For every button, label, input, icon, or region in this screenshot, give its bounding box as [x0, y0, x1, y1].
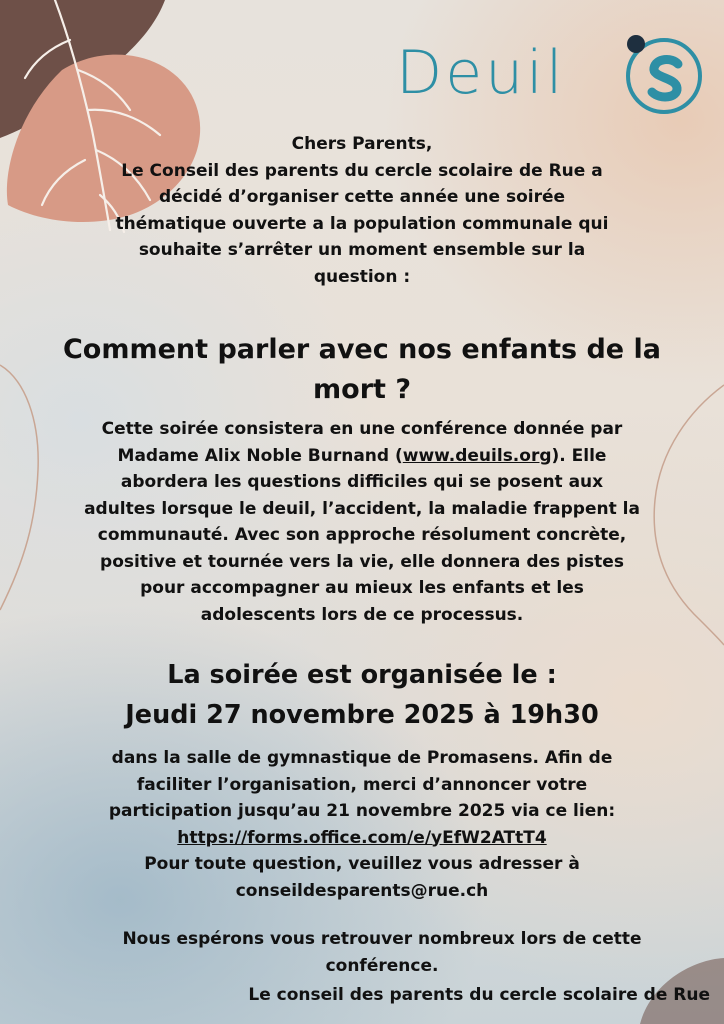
details-line: dans la salle de gymnastique de Promasens. Afin de — [111, 748, 613, 768]
intro-line: décidé d’organiser cette année une soirée — [158, 187, 566, 207]
details-paragraph — [20, 745, 704, 904]
signature: Le conseil des parents du cercle scolaire de Rue — [248, 985, 710, 1005]
intro-paragraph — [40, 131, 684, 290]
closing-line: conférence. — [325, 955, 439, 976]
closing-paragraph — [40, 926, 724, 979]
description-line: communauté. Avec son approche résolument concrète, — [97, 525, 627, 545]
headline-line: mort ? — [313, 374, 411, 405]
contact-email[interactable]: conseildesparents@rue.ch — [235, 880, 489, 901]
description-line: adultes lorsque le deuil, l’accident, la maladie frappent la — [84, 498, 640, 519]
intro-line: question : — [313, 266, 411, 287]
description-line: abordera les questions difficiles qui se posent aux — [120, 472, 604, 492]
description-paragraph — [20, 416, 704, 628]
logo-text: Deuil — [396, 38, 566, 108]
event-info — [20, 656, 704, 734]
event-heading: La soirée est organisée le : — [167, 660, 557, 690]
headline — [20, 330, 704, 410]
intro-line: Le Conseil des parents du cercle scolaire de Rue a — [121, 160, 603, 181]
headline-line: Comment parler avec nos enfants de la — [62, 334, 661, 365]
event-date: Jeudi 27 novembre 2025 à 19h30 — [125, 700, 599, 730]
description-line: pour accompagner au mieux les enfants et les — [140, 578, 584, 598]
contact-line: Pour toute question, veuillez vous adresser à — [144, 854, 580, 874]
registration-form-link[interactable]: https://forms.office.com/e/yEfW2ATtT4 — [177, 827, 547, 848]
closing-line: Nous espérons vous retrouver nombreux lors de cette — [122, 929, 642, 949]
description-line: Madame Alix Noble Burnand (www.deuils.org). Elle — [117, 445, 607, 466]
deuils-logo-icon — [620, 30, 704, 116]
intro-line: thématique ouverte a la population communale qui — [115, 213, 609, 234]
description-line: Cette soirée consistera en une conférence donnée par — [101, 419, 623, 439]
description-line: adolescents lors de ce processus. — [200, 604, 524, 625]
details-line: faciliter l’organisation, merci d’annoncer votre — [136, 774, 588, 795]
deuils-logo — [396, 28, 706, 118]
intro-line: souhaite s’arrêter un moment ensemble sur la — [138, 240, 586, 260]
deuils-website-link[interactable]: www.deuils.org — [402, 445, 552, 466]
description-line: positive et tournée vers la vie, elle donnera des pistes — [100, 551, 624, 572]
details-line: participation jusqu’au 21 novembre 2025 via ce lien: — [108, 801, 616, 821]
greeting: Chers Parents, — [291, 134, 433, 154]
